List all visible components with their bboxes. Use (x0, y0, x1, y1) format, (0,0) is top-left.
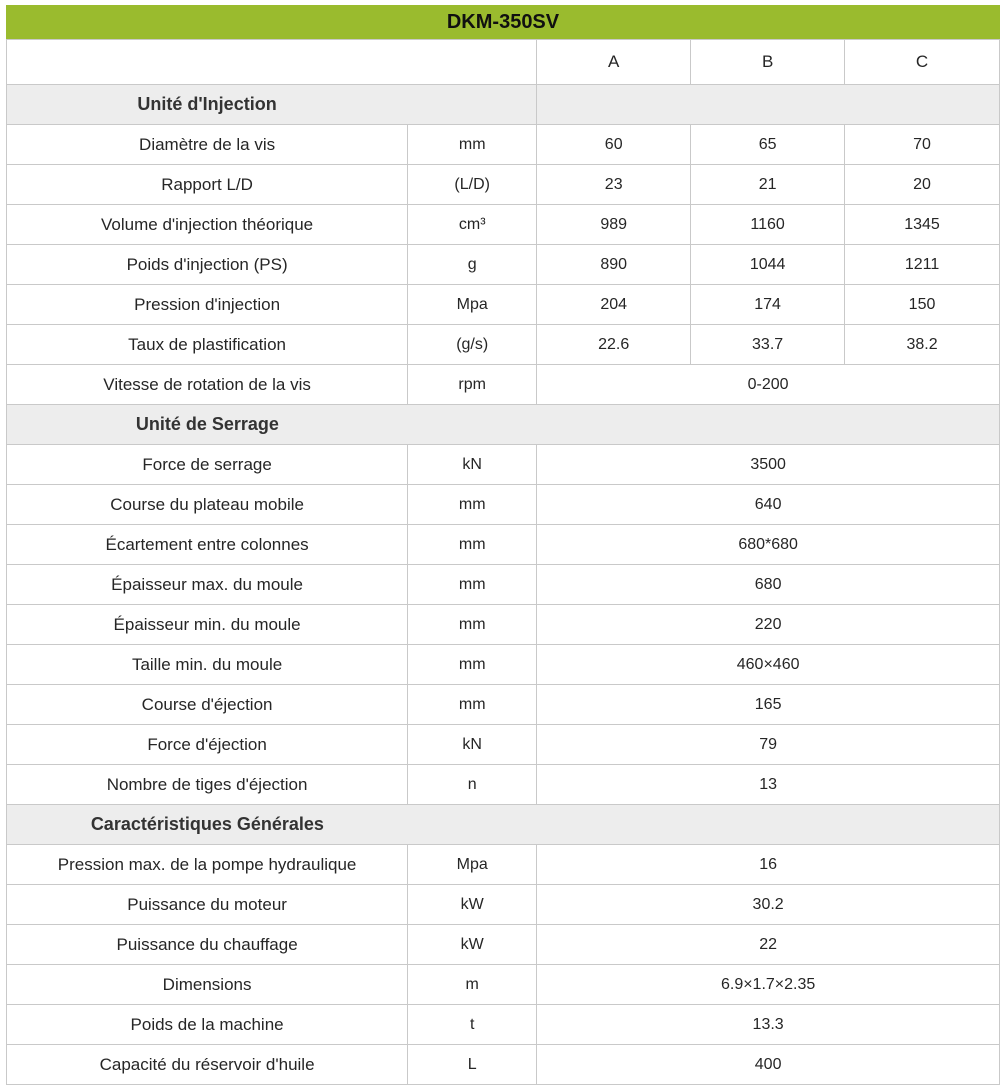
row-value-span: 460×460 (537, 645, 1000, 685)
table-row (7, 485, 1000, 525)
row-value-span: 400 (537, 1045, 1000, 1085)
row-label: Course d'éjection (7, 685, 408, 725)
section-title: Caractéristiques Générales (90, 814, 324, 834)
row-value-b: 21 (691, 165, 845, 205)
table-row (7, 245, 1000, 285)
table-row (7, 765, 1000, 805)
row-label: Poids d'injection (PS) (7, 245, 408, 285)
table-row (7, 885, 1000, 925)
table-row (7, 325, 1000, 365)
table-row (7, 445, 1000, 485)
table-row (7, 925, 1000, 965)
row-value-span: 220 (537, 605, 1000, 645)
row-unit: mm (408, 125, 537, 165)
row-label: Volume d'injection théorique (7, 205, 408, 245)
section-empty-cell (537, 85, 1000, 125)
column-header-c: C (845, 40, 1000, 85)
table-row (7, 1005, 1000, 1045)
row-value-span: 13.3 (537, 1005, 1000, 1045)
row-value-a: 989 (537, 205, 691, 245)
row-value-span: 22 (537, 925, 1000, 965)
column-header-empty (7, 40, 537, 85)
row-label: Poids de la machine (7, 1005, 408, 1045)
row-label: Diamètre de la vis (7, 125, 408, 165)
column-header-b: B (691, 40, 845, 85)
row-value-span: 13 (537, 765, 1000, 805)
row-value-c: 70 (845, 125, 1000, 165)
row-label: Vitesse de rotation de la vis (7, 365, 408, 405)
row-value-span: 30.2 (537, 885, 1000, 925)
row-unit: (g/s) (408, 325, 537, 365)
table-row (7, 845, 1000, 885)
row-value-a: 22.6 (537, 325, 691, 365)
table-row (7, 605, 1000, 645)
row-unit: mm (408, 565, 537, 605)
row-label: Pression d'injection (7, 285, 408, 325)
section-label-cell (7, 85, 537, 125)
row-label: Force de serrage (7, 445, 408, 485)
row-value-b: 1044 (691, 245, 845, 285)
section-title: Unité de Serrage (135, 414, 279, 434)
row-unit: Mpa (408, 285, 537, 325)
table-row (7, 125, 1000, 165)
row-value-span: 640 (537, 485, 1000, 525)
row-label: Nombre de tiges d'éjection (7, 765, 408, 805)
section-row-generales (7, 805, 1000, 845)
row-unit: kW (408, 885, 537, 925)
column-header-a: A (537, 40, 691, 85)
row-value-a: 60 (537, 125, 691, 165)
row-label: Puissance du chauffage (7, 925, 408, 965)
row-value-c: 1345 (845, 205, 1000, 245)
row-unit: g (408, 245, 537, 285)
row-label: Écartement entre colonnes (7, 525, 408, 565)
row-value-c: 38.2 (845, 325, 1000, 365)
row-label: Pression max. de la pompe hydraulique (7, 845, 408, 885)
table-title-row (7, 6, 1000, 40)
row-value-span: 16 (537, 845, 1000, 885)
row-value-b: 174 (691, 285, 845, 325)
row-value-b: 33.7 (691, 325, 845, 365)
row-unit: (L/D) (408, 165, 537, 205)
row-value-span: 680*680 (537, 525, 1000, 565)
row-value-b: 65 (691, 125, 845, 165)
section-label-cell (7, 805, 1000, 845)
row-label: Taux de plastification (7, 325, 408, 365)
table-row (7, 285, 1000, 325)
row-value-a: 23 (537, 165, 691, 205)
spec-table (6, 5, 1000, 1085)
row-unit: mm (408, 605, 537, 645)
row-label: Épaisseur max. du moule (7, 565, 408, 605)
row-value-span: 0-200 (537, 365, 1000, 405)
row-value-a: 204 (537, 285, 691, 325)
table-row (7, 645, 1000, 685)
row-value-span: 6.9×1.7×2.35 (537, 965, 1000, 1005)
row-label: Rapport L/D (7, 165, 408, 205)
table-row (7, 1045, 1000, 1085)
row-value-a: 890 (537, 245, 691, 285)
row-unit: cm³ (408, 205, 537, 245)
table-row (7, 525, 1000, 565)
row-value-b: 1160 (691, 205, 845, 245)
table-row (7, 365, 1000, 405)
table-row (7, 205, 1000, 245)
section-row-injection (7, 85, 1000, 125)
row-label: Épaisseur min. du moule (7, 605, 408, 645)
row-value-c: 1211 (845, 245, 1000, 285)
row-label: Dimensions (7, 965, 408, 1005)
table-row (7, 165, 1000, 205)
row-value-c: 150 (845, 285, 1000, 325)
row-label: Taille min. du moule (7, 645, 408, 685)
row-label: Force d'éjection (7, 725, 408, 765)
section-label-cell (7, 405, 1000, 445)
section-row-serrage (7, 405, 1000, 445)
row-unit: kW (408, 925, 537, 965)
row-label: Course du plateau mobile (7, 485, 408, 525)
table-row (7, 685, 1000, 725)
row-label: Puissance du moteur (7, 885, 408, 925)
row-value-span: 165 (537, 685, 1000, 725)
table-row (7, 565, 1000, 605)
row-unit: mm (408, 645, 537, 685)
page-title: DKM-350SV (7, 6, 1000, 40)
row-unit: mm (408, 485, 537, 525)
row-value-span: 680 (537, 565, 1000, 605)
row-unit: kN (408, 445, 537, 485)
row-value-span: 3500 (537, 445, 1000, 485)
row-unit: t (408, 1005, 537, 1045)
row-unit: n (408, 765, 537, 805)
row-unit: kN (408, 725, 537, 765)
row-unit: mm (408, 685, 537, 725)
table-row (7, 725, 1000, 765)
row-unit: rpm (408, 365, 537, 405)
row-unit: mm (408, 525, 537, 565)
row-unit: L (408, 1045, 537, 1085)
section-title: Unité d'Injection (137, 94, 277, 114)
table-row (7, 965, 1000, 1005)
row-value-span: 79 (537, 725, 1000, 765)
column-header-row (7, 40, 1000, 85)
row-unit: Mpa (408, 845, 537, 885)
row-label: Capacité du réservoir d'huile (7, 1045, 408, 1085)
row-unit: m (408, 965, 537, 1005)
row-value-c: 20 (845, 165, 1000, 205)
